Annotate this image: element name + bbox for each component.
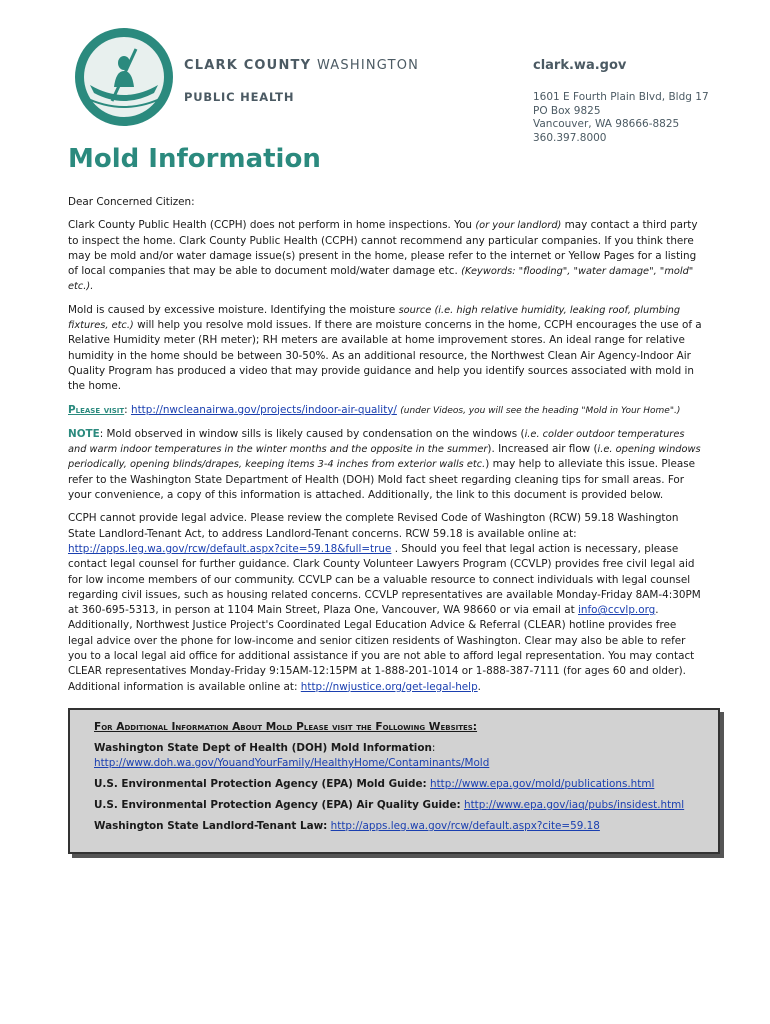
- clark-county-logo: [74, 27, 174, 127]
- resource-landlord-tenant: Washington State Landlord-Tenant Law: http://apps.leg.wa.gov/rcw/default.aspx?cite=59.18: [94, 820, 600, 832]
- site-url: clark.wa.gov: [533, 58, 627, 73]
- resource-doh: Washington State Dept of Health (DOH) Mold Information: http://www.doh.wa.gov/YouandYourFamily/HealthyHome/Contaminants/Mold: [94, 742, 490, 769]
- letter-body: [68, 195, 704, 703]
- paragraph-inspections: Clark County Public Health (CCPH) does not perform in home inspections. You (or your landlord) may contact a third party to inspect the home. Clark County Public Health (CCPH) cannot recommend any particular companies. If you think there may be mold and/or water damage issue(s) present in the home, please refer to the internet or Yellow Pages for a listing of local companies that may be able to document mold/water damage etc. (Keywords: "flooding", "water damage", "mold" etc.).: [68, 219, 698, 293]
- resource-epa-mold: U.S. Environmental Protection Agency (EPA) Mold Guide: http://www.epa.gov/mold/publications.html: [94, 778, 655, 790]
- address-phone: 360.397.8000: [533, 131, 607, 144]
- rcw-full-link[interactable]: http://apps.leg.wa.gov/rcw/default.aspx?cite=59.18&full=true: [68, 542, 392, 555]
- address-line: Vancouver, WA 98666-8825: [533, 118, 680, 130]
- paragraph-note: NOTE: Mold observed in window sills is likely caused by condensation on the windows (i.e. colder outdoor temperatures and warm indoor temperatures in the winter months and the opposite in the summer). Increased air flow (i.e. opening windows periodically, opening blinds/drapes, keeping items 3-4 inches from exterior walls etc.) may help to alleviate this issue. Please refer to the Washington State Department of Health (DOH) Mold fact sheet regarding cleaning tips for small areas. For your convenience, a copy of this information is attached. Additionally, the link to this document is provided below.: [68, 427, 701, 502]
- epa-mold-link[interactable]: http://www.epa.gov/mold/publications.html: [430, 778, 655, 790]
- note-label: NOTE: [68, 427, 100, 440]
- resource-epa-air: U.S. Environmental Protection Agency (EPA) Air Quality Guide: http://www.epa.gov/iaq/pubs/insidest.html: [94, 799, 685, 811]
- box-heading: For Additional Information About Mold Please visit the Following Websites:: [94, 721, 478, 733]
- paragraph-legal: CCPH cannot provide legal advice. Please review the complete Revised Code of Washington (RCW) 59.18 Washington State Landlord-Tenant Act, to address Landlord-Tenant concerns. RCW 59.18 is available online at: http://apps.leg.wa.gov/rcw/default.aspx?cite=59.18&full=true . Should you feel that legal action is necessary, please contact legal counsel for further guidance. Clark County Volunteer Lawyers Program (CCVLP) provides free civil legal aid for low income members of our community. CCVLP can be a valuable resource to connect individuals with legal counsel regarding civil issues, such as housing related concerns. CCVLP representatives are available Monday-Friday 8AM-4:30PM at 360-695-5313, in person at 1104 Main Street, Plaza One, Vancouver, WA 98660 or via email at info@ccvlp.org. Additionally, Northwest Justice Project's Coordinated Legal Education Advice & Referral (CLEAR) hotline provides free legal advice over the phone for low-income and senior citizen residents of Washington. Clear may also be able to refer you to a local legal aid office for additional assistance if you are not able to afford legal representation. You may contact CLEAR representatives Monday-Friday 9:15AM-12:15PM at 1-888-201-1014 or 1-888-387-7111 (for ages 60 and older). Additional information is available online at: http://nwjustice.org/get-legal-help.: [68, 512, 701, 693]
- address-line: 1601 E Fourth Plain Blvd, Bldg 17: [533, 91, 709, 103]
- address-line: PO Box 9825: [533, 104, 601, 117]
- ccvlp-email-link[interactable]: info@ccvlp.org: [577, 604, 656, 617]
- nwjustice-link[interactable]: http://nwjustice.org/get-legal-help: [300, 680, 478, 693]
- nwcleanair-link[interactable]: http://nwcleanairwa.gov/projects/indoor-air-quality/: [130, 403, 397, 416]
- org-name: CLARK COUNTY WASHINGTON: [184, 58, 420, 73]
- doh-mold-link[interactable]: http://www.doh.wa.gov/YouandYourFamily/HealthyHome/Contaminants/Mold: [94, 757, 490, 769]
- org-address: [533, 91, 709, 145]
- visit-label: Please visit: [68, 403, 125, 416]
- epa-air-link[interactable]: http://www.epa.gov/iaq/pubs/insidest.html: [463, 799, 685, 811]
- additional-info-box: [68, 708, 720, 854]
- org-department: PUBLIC HEALTH: [184, 90, 295, 104]
- greeting: Dear Concerned Citizen:: [68, 196, 195, 208]
- paragraph-visit: Please visit: http://nwcleanairwa.gov/projects/indoor-air-quality/ (under Videos, you will see the heading "Mold in Your Home".): [68, 403, 681, 416]
- page-title: Mold Information: [68, 144, 321, 174]
- paragraph-moisture: Mold is caused by excessive moisture. Identifying the moisture source (i.e. high relative humidity, leaking roof, plumbing fixtures, etc.) will help you resolve mold issues. If there are moisture concerns in the home, CCPH encourages the use of a Relative Humidity meter (RH meter); RH meters are available at home improvement stores. An ideal range for relative humidity in the home should be between 30-50%. As an additional resource, the Northwest Clean Air Agency-Indoor Air Quality Program has produced a video that may provide guidance and help you identify sources associated with mold in the home.: [68, 303, 702, 393]
- rcw-link[interactable]: http://apps.leg.wa.gov/rcw/default.aspx?cite=59.18: [330, 820, 600, 832]
